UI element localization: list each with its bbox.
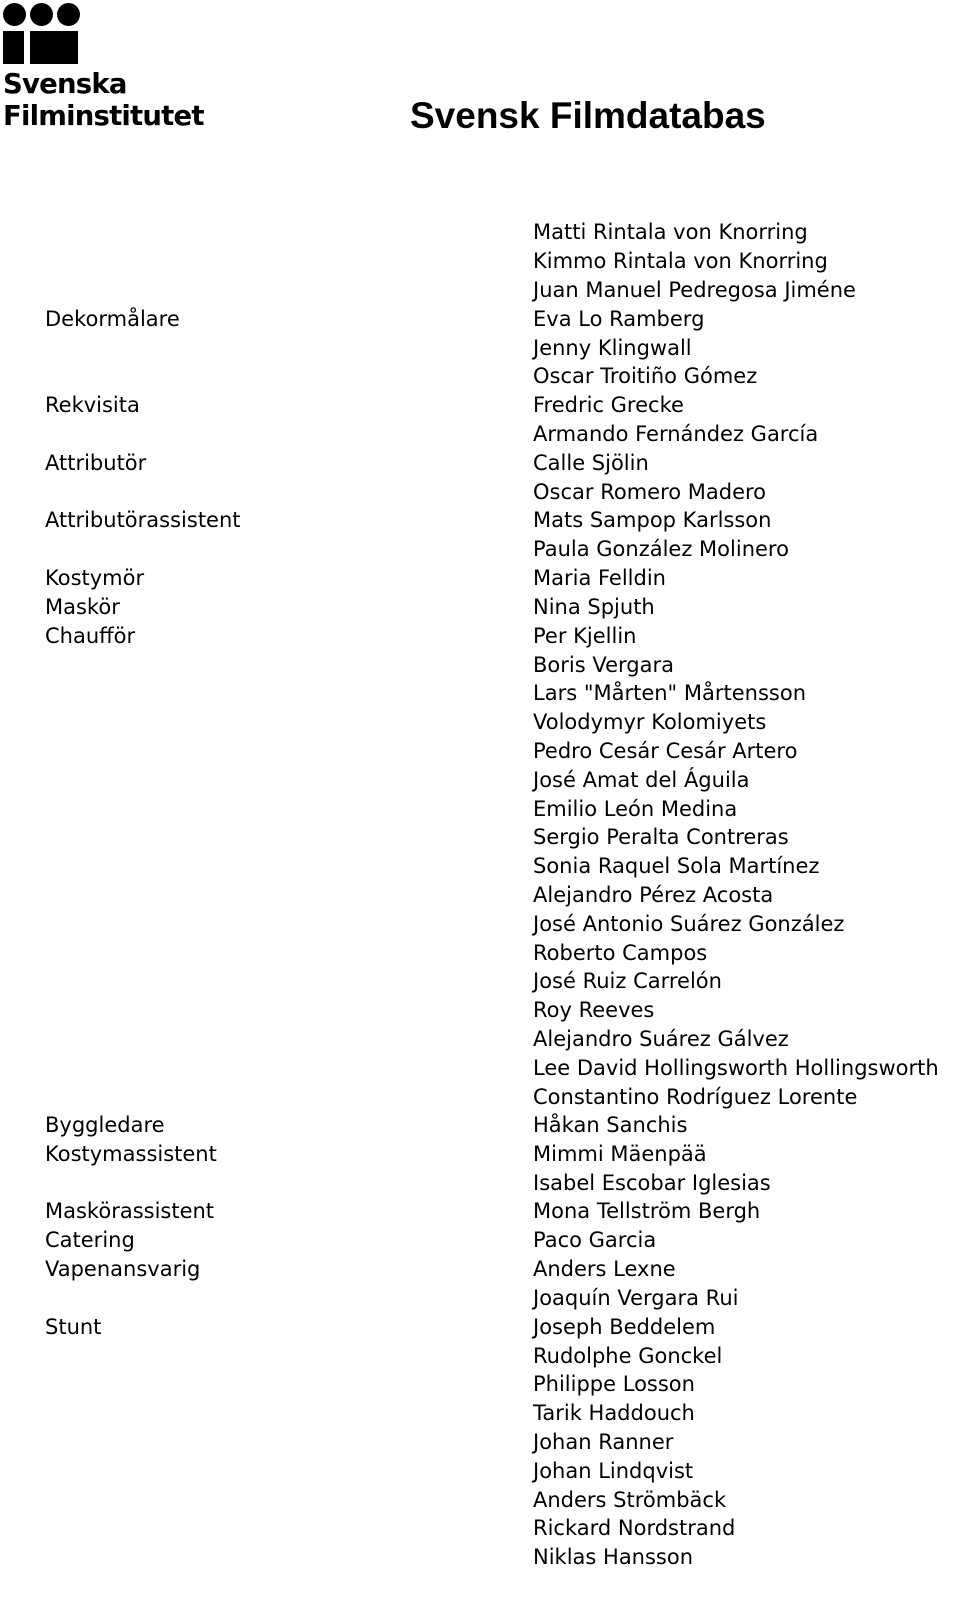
crew-name: Emilio León Medina bbox=[533, 797, 738, 821]
crew-name: Sonia Raquel Sola Martínez bbox=[533, 854, 820, 878]
crew-name: Tarik Haddouch bbox=[533, 1401, 695, 1425]
logo-dot bbox=[30, 3, 53, 26]
role-label: Stunt bbox=[45, 1315, 102, 1339]
role-label: Maskör bbox=[45, 595, 120, 619]
crew-name: Mimmi Mäenpää bbox=[533, 1142, 707, 1166]
role-label: Rekvisita bbox=[45, 393, 140, 417]
role-label: Dekormålare bbox=[45, 307, 180, 331]
role-label: Attributörassistent bbox=[45, 508, 241, 532]
crew-name: Nina Spjuth bbox=[533, 595, 655, 619]
crew-name: Mats Sampop Karlsson bbox=[533, 508, 772, 532]
crew-name: Paco Garcia bbox=[533, 1228, 657, 1252]
crew-name: Johan Ranner bbox=[533, 1430, 674, 1454]
crew-name: Lee David Hollingsworth Hollingsworth bbox=[533, 1056, 939, 1080]
crew-name: Kimmo Rintala von Knorring bbox=[533, 249, 828, 273]
crew-name: Rudolphe Gonckel bbox=[533, 1344, 723, 1368]
crew-name: Roberto Campos bbox=[533, 941, 708, 965]
crew-name: Jenny Klingwall bbox=[533, 336, 692, 360]
svenska-filminstitutet-logo bbox=[3, 3, 213, 133]
crew-name: Calle Sjölin bbox=[533, 451, 649, 475]
crew-name: Constantino Rodríguez Lorente bbox=[533, 1085, 858, 1109]
crew-name: Johan Lindqvist bbox=[533, 1459, 694, 1483]
crew-name: Armando Fernández García bbox=[533, 422, 819, 446]
logo-block bbox=[3, 31, 24, 64]
crew-name: Per Kjellin bbox=[533, 624, 637, 648]
role-label: Vapenansvarig bbox=[45, 1257, 201, 1281]
crew-name: Volodymyr Kolomiyets bbox=[533, 710, 767, 734]
crew-name: Isabel Escobar Iglesias bbox=[533, 1171, 771, 1195]
crew-name: Mona Tellström Bergh bbox=[533, 1199, 761, 1223]
crew-name: Håkan Sanchis bbox=[533, 1113, 688, 1137]
role-label: Chaufför bbox=[45, 624, 136, 648]
crew-name: Alejandro Pérez Acosta bbox=[533, 883, 774, 907]
role-label: Kostymör bbox=[45, 566, 145, 590]
crew-name: Anders Strömbäck bbox=[533, 1488, 727, 1512]
crew-name: José Ruiz Carrelón bbox=[533, 969, 722, 993]
crew-name: Eva Lo Ramberg bbox=[533, 307, 705, 331]
logo-line-2: Filminstitutet bbox=[3, 100, 204, 132]
role-label: Catering bbox=[45, 1228, 135, 1252]
role-label: Attributör bbox=[45, 451, 147, 475]
crew-name: Matti Rintala von Knorring bbox=[533, 220, 808, 244]
crew-name: Rickard Nordstrand bbox=[533, 1516, 736, 1540]
crew-name: Sergio Peralta Contreras bbox=[533, 825, 789, 849]
crew-name: José Amat del Águila bbox=[533, 768, 750, 792]
role-label: Maskörassistent bbox=[45, 1199, 215, 1223]
crew-name: Pedro Cesár Cesár Artero bbox=[533, 739, 798, 763]
crew-name: Roy Reeves bbox=[533, 998, 655, 1022]
logo-dot bbox=[57, 3, 80, 26]
logo-dot bbox=[3, 3, 26, 26]
crew-name: Fredric Grecke bbox=[533, 393, 684, 417]
crew-name: Oscar Troitiño Gómez bbox=[533, 364, 758, 388]
crew-name: Joaquín Vergara Rui bbox=[533, 1286, 739, 1310]
role-label: Byggledare bbox=[45, 1113, 165, 1137]
crew-name: Philippe Losson bbox=[533, 1372, 695, 1396]
crew-name: Maria Felldin bbox=[533, 566, 666, 590]
logo-line-1: Svenska bbox=[3, 68, 127, 100]
crew-name: Anders Lexne bbox=[533, 1257, 676, 1281]
logo-block bbox=[30, 31, 78, 64]
crew-name: Joseph Beddelem bbox=[533, 1315, 716, 1339]
crew-name: José Antonio Suárez González bbox=[533, 912, 845, 936]
crew-name: Oscar Romero Madero bbox=[533, 480, 767, 504]
crew-name: Alejandro Suárez Gálvez bbox=[533, 1027, 789, 1051]
crew-name: Juan Manuel Pedregosa Jiméne bbox=[533, 278, 856, 302]
page-title: Svensk Filmdatabas bbox=[410, 95, 766, 136]
role-label: Kostymassistent bbox=[45, 1142, 217, 1166]
crew-name: Niklas Hansson bbox=[533, 1545, 694, 1569]
crew-name: Paula González Molinero bbox=[533, 537, 789, 561]
crew-name: Lars "Mårten" Mårtensson bbox=[533, 681, 807, 705]
crew-name: Boris Vergara bbox=[533, 653, 674, 677]
